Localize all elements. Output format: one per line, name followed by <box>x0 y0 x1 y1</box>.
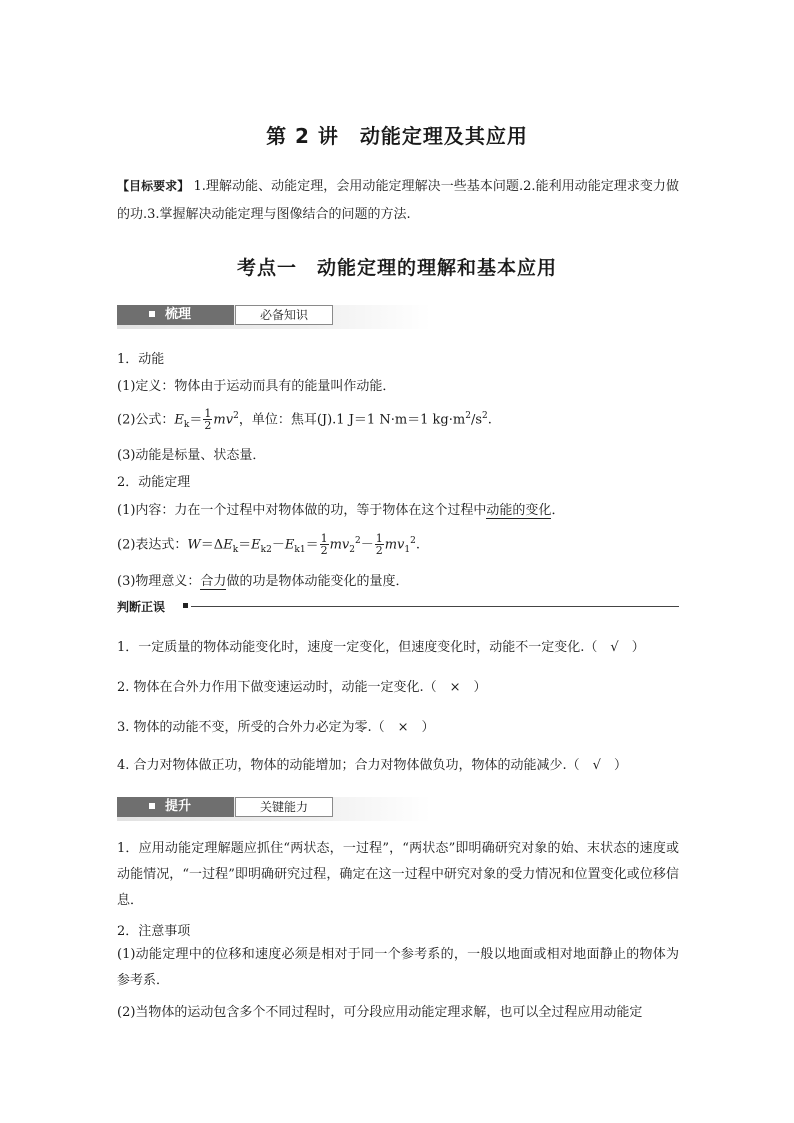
band-ability-text: 提升 <box>165 799 192 814</box>
learning-goals <box>117 172 679 229</box>
heading-notes: 2．注意事项 <box>117 924 191 939</box>
formula-ek: E <box>174 412 184 428</box>
formula-mv-sup: 2 <box>233 411 239 421</box>
ability-para-1: 1．应用动能定理解题应抓住“两状态，一过程”，“两状态”即明确研究对象的始、末状态的速度或动能情况，“一过程”即明确研究过程，确定在这一过程中研究对象的受力情况和位置变化或位移信息． <box>117 841 679 908</box>
meaning-prefix: (3)物理意义： <box>117 574 201 589</box>
fraction-half-3 <box>375 533 384 556</box>
fraction-num: 1 <box>204 407 212 421</box>
expr-mv1-sup: 2 <box>410 536 416 546</box>
expr-mv1-sub: 1 <box>404 544 411 555</box>
theorem-content-suffix: ． <box>551 503 565 518</box>
expr-end: . <box>415 537 421 553</box>
expr-mv2: mv <box>329 537 350 553</box>
scalar-line: (3)动能是标量、状态量． <box>117 448 266 463</box>
expr-eq1: ＝Δ <box>200 537 224 553</box>
unit-sup2: 2 <box>482 411 488 421</box>
fraction-den-3: 2 <box>375 544 383 558</box>
expr-k1: k1 <box>294 544 306 555</box>
section-title: 考点一 动能定理的理解和基本应用 <box>236 257 557 279</box>
band-review-text: 梳理 <box>165 307 192 322</box>
lecture-title: 第 2 讲 动能定理及其应用 <box>266 124 528 148</box>
ability-para-3: (2)当物体的运动包含多个不同过程时，可分段应用动能定理求解，也可以全过程应用动能定 <box>117 1005 643 1020</box>
expr-mv2-sup: 2 <box>354 536 361 546</box>
theorem-content-prefix: (1)内容：力在一个过程中对物体做的功，等于物体在这个过程中 <box>117 503 487 518</box>
goal-tag: 【目标要求】 <box>117 179 190 193</box>
unit-mid: /s <box>470 412 483 428</box>
formula-prefix: (2)公式： <box>117 412 175 428</box>
fraction-half-2 <box>320 533 329 556</box>
fraction-den: 2 <box>204 419 212 433</box>
band-review-label <box>117 305 234 325</box>
expr-prefix: (2)表达式： <box>117 537 188 553</box>
judge-label: 判断正误 <box>117 600 166 614</box>
unit-sup1: 2 <box>465 411 471 421</box>
ability-para-2: (1)动能定理中的位移和速度必须是相对于同一个参考系的，一般以地面或相对地面静止的物体为参考系． <box>117 947 679 988</box>
band-review <box>117 305 431 329</box>
expr-mv1: mv <box>384 537 405 553</box>
square-bullet-icon <box>149 803 155 809</box>
fraction-half <box>203 408 212 431</box>
expr-e2: E <box>251 537 261 553</box>
formula-eq: ＝ <box>189 412 203 428</box>
band-review-sub: 必备知识 <box>235 305 333 325</box>
square-bullet-icon <box>183 603 188 608</box>
unit-end: . <box>487 412 492 428</box>
goal-text: 1.理解动能、动能定理，会用动能定理解决一些基本问题.2.能利用动能定理求变力做的功.3.掌握解决动能定理与图像结合的问题的方法. <box>117 179 679 222</box>
theorem-content <box>117 499 679 518</box>
band-ability-label <box>117 797 234 817</box>
meaning-blank: 合力 <box>200 574 227 589</box>
formula-line <box>117 402 679 439</box>
expr-k2: k2 <box>260 544 272 555</box>
expr-mv2-sub: 2 <box>349 544 355 555</box>
fraction-num-2: 1 <box>320 532 328 546</box>
fraction-den-2: 2 <box>320 544 328 558</box>
expr-minus: － <box>271 537 285 553</box>
judge-item: 4. 合力对物体做正功，物体的动能增加；合力对物体做负功，物体的动能减少.（ √ ） <box>117 758 627 773</box>
theorem-meaning <box>117 570 679 589</box>
judge-header <box>117 598 679 616</box>
judge-item: 3. 物体的动能不变，所受的合外力必定为零.（ × ） <box>117 720 435 735</box>
theorem-expression <box>117 526 679 565</box>
formula-ek-sub: k <box>183 419 190 430</box>
unit-text: ，单位：焦耳(J).1 J＝1 N·m＝1 kg·m <box>238 412 466 428</box>
expr-w: W <box>187 537 201 553</box>
expr-k: k <box>232 544 239 555</box>
expr-e1: E <box>284 537 295 553</box>
band-ability <box>117 797 431 821</box>
meaning-suffix: 做的功是物体动能变化的量度． <box>226 574 409 589</box>
expr-e: E <box>223 537 233 553</box>
fraction-num-3: 1 <box>375 532 383 546</box>
formula-mv: mv <box>213 412 234 428</box>
band-ability-sub: 关键能力 <box>235 797 333 817</box>
judge-item: 2. 物体在合外力作用下做变速运动时，动能一定变化.（ × ） <box>117 680 487 695</box>
expr-minus2: － <box>360 537 374 553</box>
judge-item: 1．一定质量的物体动能变化时，速度一定变化，但速度变化时，动能不一定变化.（ √ ） <box>117 640 645 655</box>
square-bullet-icon <box>149 311 155 317</box>
expr-eq2: ＝ <box>238 537 252 553</box>
definition-line: (1)定义：物体由于运动而具有的能量叫作动能． <box>117 379 396 394</box>
theorem-content-blank: 动能的变化 <box>486 503 552 518</box>
judge-rule <box>191 606 679 607</box>
heading-kinetic-energy: 1．动能 <box>117 352 165 367</box>
heading-theorem: 2．动能定理 <box>117 475 191 490</box>
expr-eq3: ＝ <box>305 537 319 553</box>
